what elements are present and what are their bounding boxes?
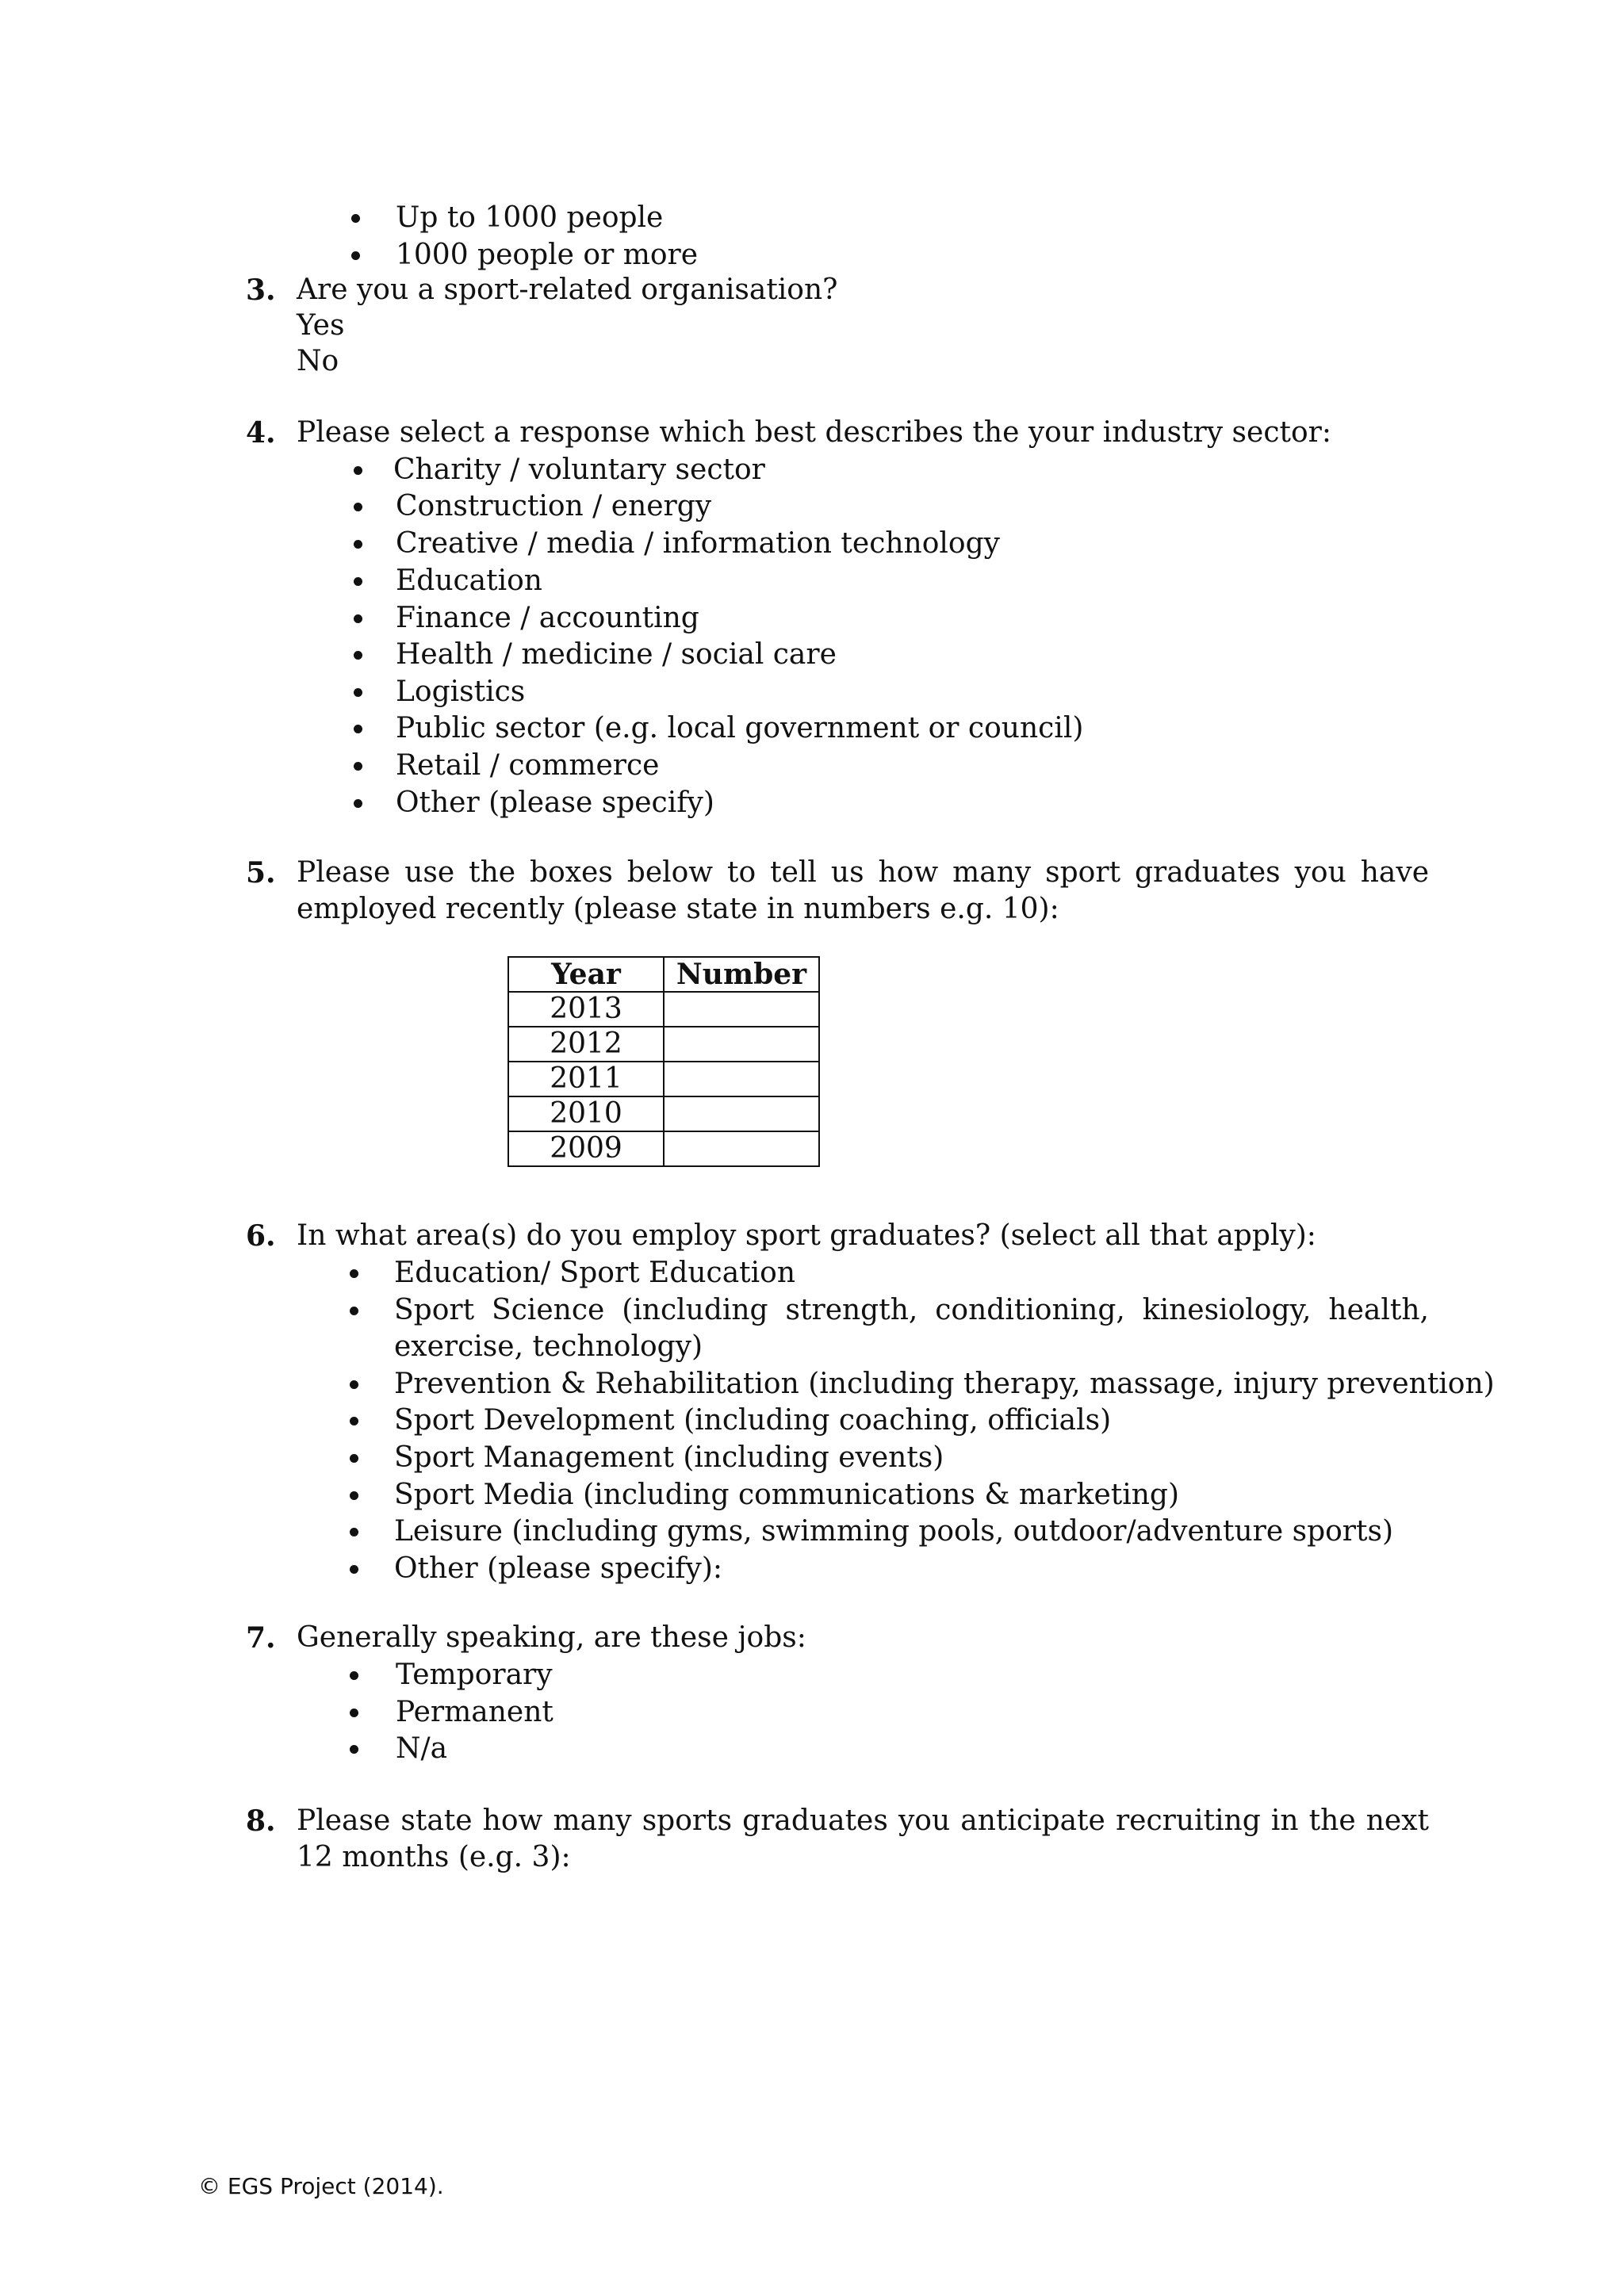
question-number: 7.: [246, 1621, 276, 1655]
year-cell: 2010: [508, 1096, 664, 1131]
question-number: 8.: [246, 1804, 276, 1838]
year-cell: 2013: [508, 992, 664, 1027]
footer-copyright: © EGS Project (2014).: [198, 2173, 444, 2199]
bullet-icon: [354, 540, 362, 549]
bullet-icon: [350, 1380, 358, 1389]
bullet-icon: [354, 577, 362, 586]
list-item: Creative / media / information technology: [396, 527, 1000, 560]
list-item: Charity / voluntary sector: [393, 453, 765, 486]
list-item: Leisure (including gyms, swimming pools, outdoor/adventure sports): [394, 1515, 1393, 1548]
table-header-year: Year: [508, 957, 664, 992]
list-item: Logistics: [396, 675, 526, 708]
bullet-icon: [354, 651, 362, 660]
list-item: Sport Science (including strength, conditioning, kinesiology, health, exercise, technology): [394, 1294, 1429, 1363]
list-item: Temporary: [396, 1659, 553, 1691]
bullet-icon: [350, 1269, 358, 1278]
question-number: 5.: [246, 856, 276, 890]
bullet-icon: [350, 1565, 358, 1574]
list-item: Health / medicine / social care: [396, 638, 837, 671]
bullet-icon: [350, 1417, 358, 1425]
list-item: 1000 people or more: [396, 239, 699, 271]
table-row: [508, 992, 819, 1027]
bullet-icon: [351, 214, 360, 223]
number-input-cell[interactable]: [664, 1131, 819, 1166]
question-number: 3.: [246, 274, 276, 307]
table-row: [508, 1062, 819, 1096]
question-number: 4.: [246, 416, 276, 450]
bullet-icon: [350, 1671, 358, 1680]
year-cell: 2009: [508, 1131, 664, 1166]
bullet-icon: [350, 1709, 358, 1717]
list-item: Sport Management (including events): [394, 1441, 944, 1474]
bullet-icon: [354, 688, 362, 697]
list-item: Other (please specify):: [394, 1552, 723, 1585]
bullet-icon: [350, 1745, 358, 1754]
employment-table: [508, 956, 820, 1167]
question-text: Please select a response which best describes the your industry sector:: [297, 416, 1331, 449]
question-number: 6.: [246, 1219, 276, 1253]
bullet-icon: [354, 614, 362, 623]
bullet-icon: [354, 725, 362, 733]
question-text: Generally speaking, are these jobs:: [297, 1621, 806, 1654]
bullet-icon: [350, 1491, 358, 1500]
list-item: Other (please specify): [396, 786, 714, 819]
option-yes: Yes: [297, 309, 345, 342]
list-item: Construction / energy: [396, 490, 712, 522]
table-row: [508, 1027, 819, 1062]
question-text: In what area(s) do you employ sport graduates? (select all that apply):: [297, 1219, 1316, 1252]
bullet-icon: [350, 1307, 358, 1315]
bullet-icon: [354, 799, 362, 808]
number-input-cell[interactable]: [664, 1096, 819, 1131]
number-input-cell[interactable]: [664, 992, 819, 1027]
list-item: N/a: [396, 1732, 448, 1765]
table-row: [508, 1131, 819, 1166]
list-item: Education/ Sport Education: [394, 1257, 796, 1289]
bullet-icon: [354, 503, 362, 511]
number-input-cell[interactable]: [664, 1027, 819, 1062]
list-item: Prevention & Rehabilitation (including therapy, massage, injury prevention): [394, 1368, 1495, 1400]
option-no: No: [297, 345, 339, 377]
question-text: Are you a sport-related organisation?: [297, 274, 838, 306]
question-text: Please state how many sports graduates you anticipate recruiting in the next 12 months (e.g. 3):: [297, 1804, 1429, 1873]
table-row: [508, 1096, 819, 1131]
list-item: Permanent: [396, 1696, 553, 1728]
number-input-cell[interactable]: [664, 1062, 819, 1096]
question-text: Please use the boxes below to tell us how many sport graduates you have employed recently (please state in numbers e.g. 10):: [297, 856, 1429, 925]
list-item: Public sector (e.g. local government or council): [396, 712, 1084, 744]
bullet-icon: [354, 762, 362, 771]
list-item: Retail / commerce: [396, 749, 660, 782]
list-item: Education: [396, 564, 542, 597]
bullet-icon: [351, 251, 360, 260]
list-item: Up to 1000 people: [396, 201, 664, 234]
year-cell: 2012: [508, 1027, 664, 1062]
bullet-icon: [354, 466, 362, 475]
list-item: Sport Development (including coaching, officials): [394, 1404, 1112, 1437]
bullet-icon: [350, 1454, 358, 1463]
year-cell: 2011: [508, 1062, 664, 1096]
table-header-number: Number: [664, 957, 819, 992]
bullet-icon: [350, 1528, 358, 1536]
list-item: Sport Media (including communications & marketing): [394, 1479, 1180, 1511]
list-item: Finance / accounting: [396, 602, 699, 634]
